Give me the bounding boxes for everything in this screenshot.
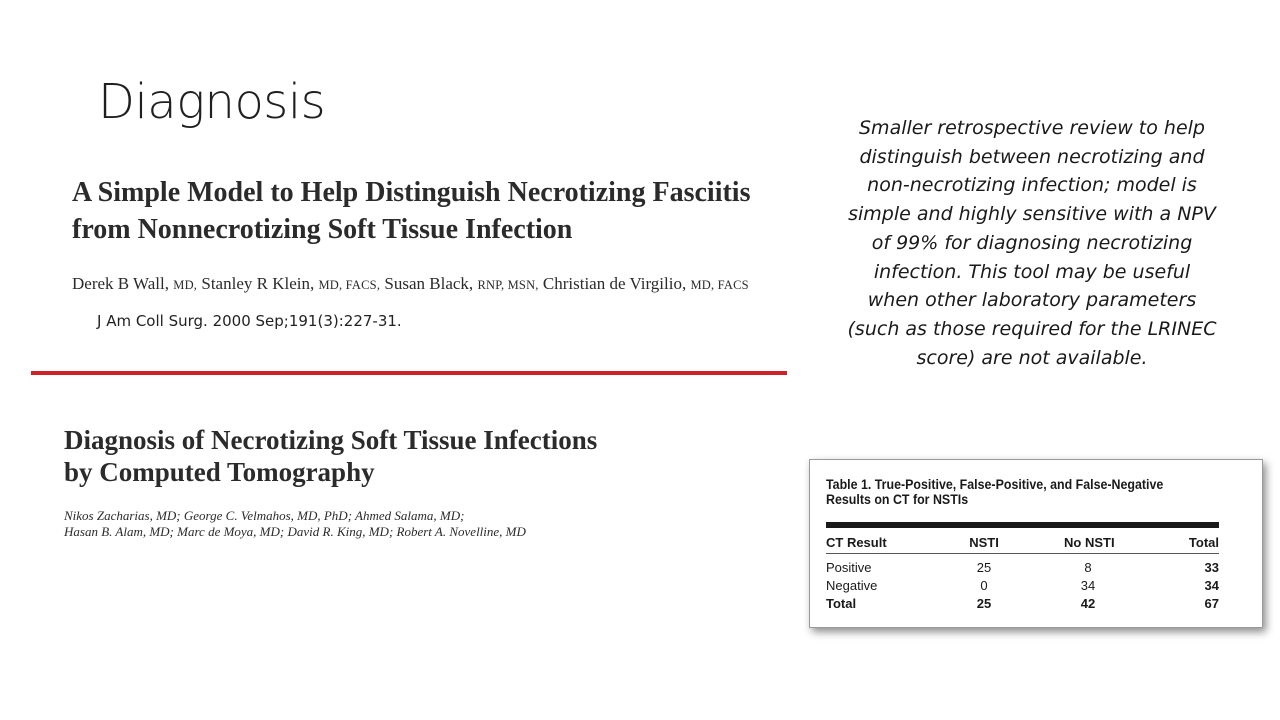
article-2-title-line-2: by Computed Tomography bbox=[64, 457, 375, 487]
table-cell-label: Positive bbox=[826, 560, 872, 575]
article-2-header bbox=[64, 424, 764, 540]
ct-results-table bbox=[809, 459, 1263, 628]
table-cell: 42 bbox=[1080, 596, 1096, 611]
author-credentials: MD, FACS bbox=[690, 278, 749, 292]
article-1-title bbox=[72, 174, 812, 248]
author-credentials: MD, FACS, bbox=[318, 278, 381, 292]
table-cell: 25 bbox=[976, 596, 992, 611]
table-header-cell: NSTI bbox=[969, 535, 999, 550]
article-2-authors bbox=[64, 508, 764, 540]
table-cell-label: Negative bbox=[826, 578, 878, 593]
table-top-rule bbox=[826, 522, 1219, 528]
table-caption bbox=[826, 477, 1194, 507]
table-cell: 25 bbox=[976, 560, 992, 575]
article-2-authors-line-2: Hasan B. Alam, MD; Marc de Moya, MD; David R. King, MD; Robert A. Novelline, MD bbox=[64, 524, 526, 539]
article-2-title-line-1: Diagnosis of Necrotizing Soft Tissue Infections bbox=[64, 425, 598, 455]
slide-title: Diagnosis bbox=[98, 74, 326, 130]
table-cell: 34 bbox=[1080, 578, 1096, 593]
author-name: Christian de Virgilio, bbox=[542, 274, 687, 293]
table-cell-total: 34 bbox=[1204, 578, 1219, 593]
article-1-header bbox=[72, 174, 812, 294]
article-1-citation: J Am Coll Surg. 2000 Sep;191(3):227-31. bbox=[97, 312, 402, 330]
table-header-row bbox=[826, 535, 1219, 552]
divider-rule bbox=[31, 371, 787, 375]
article-1-title-line-2: from Nonnecrotizing Soft Tissue Infection bbox=[72, 214, 573, 245]
article-2-authors-line-1: Nikos Zacharias, MD; George C. Velmahos, MD, PhD; Ahmed Salama, MD; bbox=[64, 508, 465, 523]
table-row bbox=[826, 560, 1219, 577]
table-header-cell: Total bbox=[1188, 535, 1219, 550]
table-cell: 0 bbox=[980, 578, 988, 593]
table-cell-label: Total bbox=[826, 596, 857, 611]
table-header-cell: No NSTI bbox=[1064, 535, 1115, 550]
table-cell: 8 bbox=[1084, 560, 1092, 575]
article-1-authors bbox=[72, 274, 812, 294]
article-1-title-line-1: A Simple Model to Help Distinguish Necrotizing Fasciitis bbox=[72, 177, 751, 208]
table-cell-total: 33 bbox=[1204, 560, 1219, 575]
table-row bbox=[826, 578, 1219, 595]
author-credentials: MD, bbox=[173, 278, 198, 292]
author-name: Derek B Wall, bbox=[72, 274, 169, 293]
table-row-total bbox=[826, 596, 1219, 613]
table-caption-line-2: Results on CT for NSTIs bbox=[826, 492, 969, 507]
author-name: Susan Black, bbox=[384, 274, 474, 293]
table-header-cell: CT Result bbox=[826, 535, 887, 550]
author-credentials: RNP, MSN, bbox=[477, 278, 539, 292]
author-name: Stanley R Klein, bbox=[201, 274, 315, 293]
table-cell-total: 67 bbox=[1204, 596, 1219, 611]
summary-text: Smaller retrospective review to help distinguish between necrotizing and non-necrotizing infection; model is simple and highly sensitive with a NPV of 99% for diagnosing necrotizing infection. This tool may be useful when other laboratory parameters (such as those required for the LRINEC score) are not available. bbox=[847, 117, 1217, 369]
table-header-rule bbox=[826, 553, 1219, 554]
table-caption-line-1: Table 1. True-Positive, False-Positive, and False-Negative bbox=[826, 477, 1164, 492]
article-2-title bbox=[64, 424, 764, 488]
